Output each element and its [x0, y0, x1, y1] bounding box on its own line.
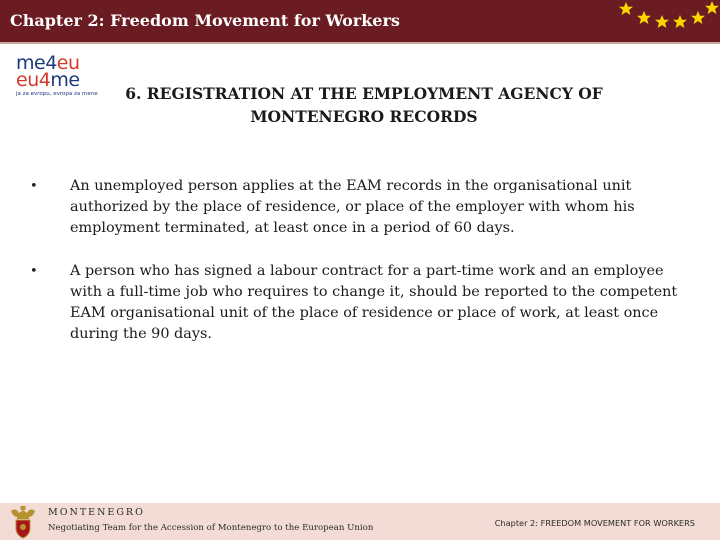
- logo-line-1: me4eu: [16, 52, 80, 74]
- bullet-text: An unemployed person applies at the EAM records in the organisational unit authorized by the place of residence, or place of the employer with whom his employment terminated, at least once in a period of 60 days.: [70, 178, 635, 236]
- footer-team: Negotiating Team for the Accession of Montenegro to the European Union: [48, 523, 374, 533]
- footer-bar: [0, 503, 720, 540]
- slide-title-line-1: 6. REGISTRATION AT THE EMPLOYMENT AGENCY OF: [125, 84, 603, 103]
- header-title: Chapter 2: Freedom Movement for Workers: [10, 11, 400, 30]
- logo-tagline: ja za evropu, evropa za mene: [16, 91, 98, 97]
- bullet-marker: •: [30, 264, 38, 279]
- footer-country: MONTENEGRO: [48, 507, 145, 518]
- slide-title: [104, 82, 624, 128]
- eu-stars-icon: [610, 0, 720, 40]
- coat-of-arms-icon: [5, 505, 41, 539]
- footer-chapter: Chapter 2: FREEDOM MOVEMENT FOR WORKERS: [494, 518, 695, 528]
- bullet-marker: •: [30, 179, 38, 194]
- bullet-item: [30, 176, 680, 239]
- bullet-list: [30, 176, 680, 367]
- logo-line-2: eu4me: [16, 69, 80, 91]
- bullet-text: A person who has signed a labour contract for a part-time work and an employee with a full-time job who requires to change it, should be reported to the competent EAM organisational unit of the place of residence or place of work, at least once during the 90 days.: [70, 263, 678, 342]
- slide-title-line-2: MONTENEGRO RECORDS: [250, 107, 478, 126]
- header-bar: [0, 0, 720, 44]
- bullet-item: [30, 261, 680, 345]
